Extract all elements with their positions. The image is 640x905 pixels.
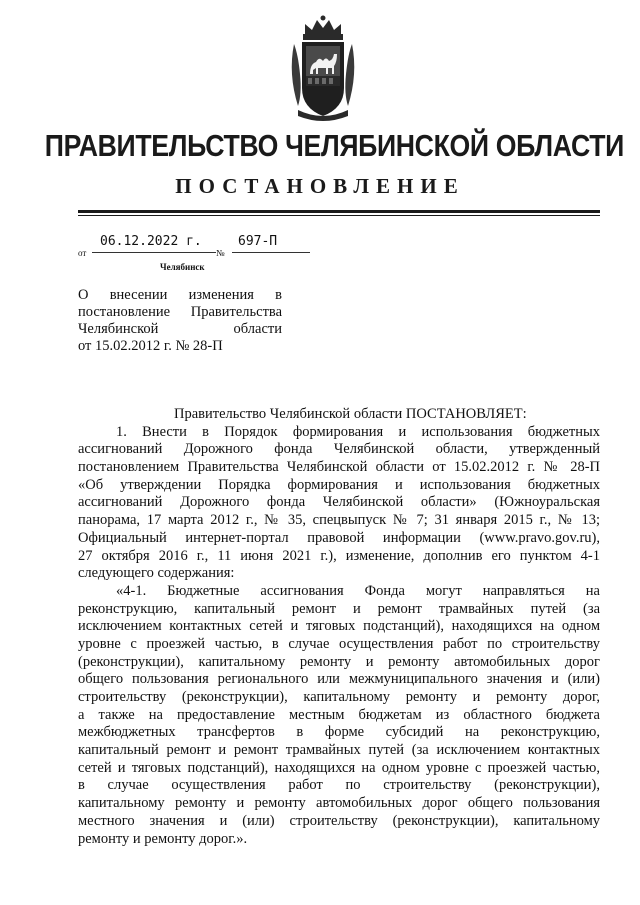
body-line: капитальному ремонту и ремонту автомобильных дорог общего пользования — [78, 795, 600, 812]
coat-of-arms-emblem — [288, 14, 358, 126]
body-line: ремонту и ремонту дорог.». — [78, 830, 248, 847]
body-line: 27 октября 2016 г., 11 июня 2021 г.), изменение, дополнив его пунктом 4-1 — [78, 547, 600, 564]
body-line: капитальный ремонт и ремонт трамвайных путей (за исключением контактных — [78, 742, 600, 759]
document-number: 697-П — [238, 234, 278, 249]
body-line: общего пользования регионального или межмуниципального значения и (или) — [78, 671, 600, 688]
body-line: постановлением Правительства Челябинской области от 15.02.2012 г. № 28-П — [78, 459, 600, 476]
header-divider-thick — [78, 210, 600, 213]
document-body — [78, 406, 600, 848]
body-line: а также на предоставление местным бюджетам из областного бюджета — [78, 706, 600, 723]
header-divider-thin — [78, 215, 600, 216]
body-line: 1. Внести в Порядок формирования и использования бюджетных — [116, 423, 600, 440]
document-date: 06.12.2022 г. — [100, 234, 202, 249]
body-line: реконструкцию, капитальный ремонт и ремонт трамвайных путей (за — [78, 600, 600, 617]
number-underline — [232, 252, 310, 253]
body-line: панорама, 17 марта 2012 г., № 35, спецвыпуск № 7; 31 января 2015 г., № 13; — [78, 512, 600, 529]
body-line: ассигнований Дорожного фонда Челябинской области, утвержденный — [78, 441, 600, 458]
document-subject — [78, 287, 282, 355]
body-line: в случае осуществления работ по строительству (реконструкции), — [78, 777, 600, 794]
body-line: местного значения и (или) строительству (реконструкции), капитальному — [78, 812, 600, 829]
body-line: строительству (реконструкции), капитальному ремонту и ремонту дорог, — [78, 689, 600, 705]
body-line: «4-1. Бюджетные ассигнования Фонда могут направляться на — [116, 582, 600, 599]
date-prefix-label: от — [78, 248, 87, 258]
body-line: межбюджетных трансфертов в форме субсидий на реконструкцию, — [78, 724, 600, 741]
body-line: (реконструкции), капитальному ремонту и ремонту автомобильных дорог — [78, 653, 600, 670]
document-type: ПОСТАНОВЛЕНИЕ — [175, 174, 465, 198]
body-line: ассигнований Дорожного фонда Челябинской области» (Южноуральская — [78, 494, 600, 511]
body-line: уровне с проезжей частью, в случае осуществления работ по строительству — [78, 635, 600, 652]
body-preamble: Правительство Челябинской области ПОСТАНОВЛЯЕТ: — [174, 406, 527, 422]
date-underline — [92, 252, 216, 253]
subject-line: О внесении изменения в — [78, 287, 282, 303]
body-line: следующего содержания: — [78, 565, 235, 582]
document-city: Челябинск — [160, 262, 205, 272]
subject-line: Челябинской области — [78, 321, 282, 337]
organization-title: ПРАВИТЕЛЬСТВО ЧЕЛЯБИНСКОЙ ОБЛАСТИ — [44, 128, 624, 163]
body-line: исключением контактных сетей и тяговых подстанций), находящихся на одном — [78, 618, 600, 635]
subject-line: постановление Правительства — [78, 304, 282, 320]
body-line: «Об утверждении Порядка формирования и использования бюджетных — [78, 476, 600, 493]
subject-line: от 15.02.2012 г. № 28-П — [78, 338, 223, 354]
body-line: сетей и тяговых подстанций), находящихся на одном уровне с проезжей частью, — [78, 759, 600, 776]
body-line: Официальный интернет-портал правовой информации (www.pravo.gov.ru), — [78, 529, 600, 546]
number-prefix-label: № — [216, 248, 225, 258]
